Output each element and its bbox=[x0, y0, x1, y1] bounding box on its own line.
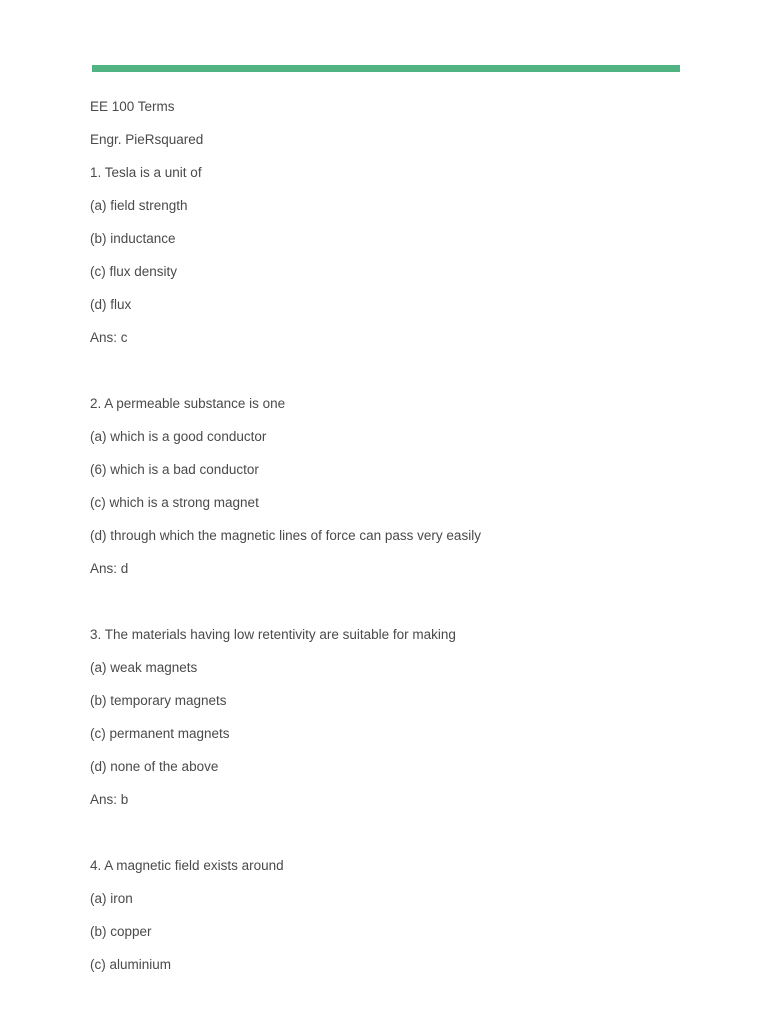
option-c: (c) flux density bbox=[90, 264, 178, 279]
option-d: (d) flux bbox=[90, 297, 132, 312]
option-a: (a) iron bbox=[90, 891, 133, 906]
option-b: (b) copper bbox=[90, 924, 152, 939]
option-c: (c) aluminium bbox=[90, 957, 172, 972]
question-block-4 bbox=[90, 855, 690, 976]
option-d: (d) none of the above bbox=[90, 759, 219, 774]
document-content bbox=[90, 96, 690, 987]
answer-text: Ans: b bbox=[90, 792, 129, 807]
question-spacer bbox=[90, 591, 690, 624]
document-author: Engr. PieRsquared bbox=[90, 132, 204, 147]
accent-bar bbox=[92, 65, 680, 72]
option-b: (6) which is a bad conductor bbox=[90, 462, 259, 477]
document-title: EE 100 Terms bbox=[90, 99, 175, 114]
option-a: (a) which is a good conductor bbox=[90, 429, 267, 444]
question-spacer bbox=[90, 360, 690, 393]
question-text: 4. A magnetic field exists around bbox=[90, 858, 284, 873]
question-block-1 bbox=[90, 162, 690, 349]
question-spacer bbox=[90, 822, 690, 855]
option-d: (d) through which the magnetic lines of force can pass very easily bbox=[90, 528, 481, 543]
question-text: 1. Tesla is a unit of bbox=[90, 165, 202, 180]
option-b: (b) temporary magnets bbox=[90, 693, 227, 708]
answer-text: Ans: d bbox=[90, 561, 129, 576]
option-a: (a) field strength bbox=[90, 198, 188, 213]
option-b: (b) inductance bbox=[90, 231, 176, 246]
option-c: (c) permanent magnets bbox=[90, 726, 230, 741]
question-block-2 bbox=[90, 393, 690, 580]
option-a: (a) weak magnets bbox=[90, 660, 198, 675]
question-block-3 bbox=[90, 624, 690, 811]
answer-text: Ans: c bbox=[90, 330, 128, 345]
question-text: 2. A permeable substance is one bbox=[90, 396, 286, 411]
question-text: 3. The materials having low retentivity are suitable for making bbox=[90, 627, 456, 642]
option-c: (c) which is a strong magnet bbox=[90, 495, 259, 510]
